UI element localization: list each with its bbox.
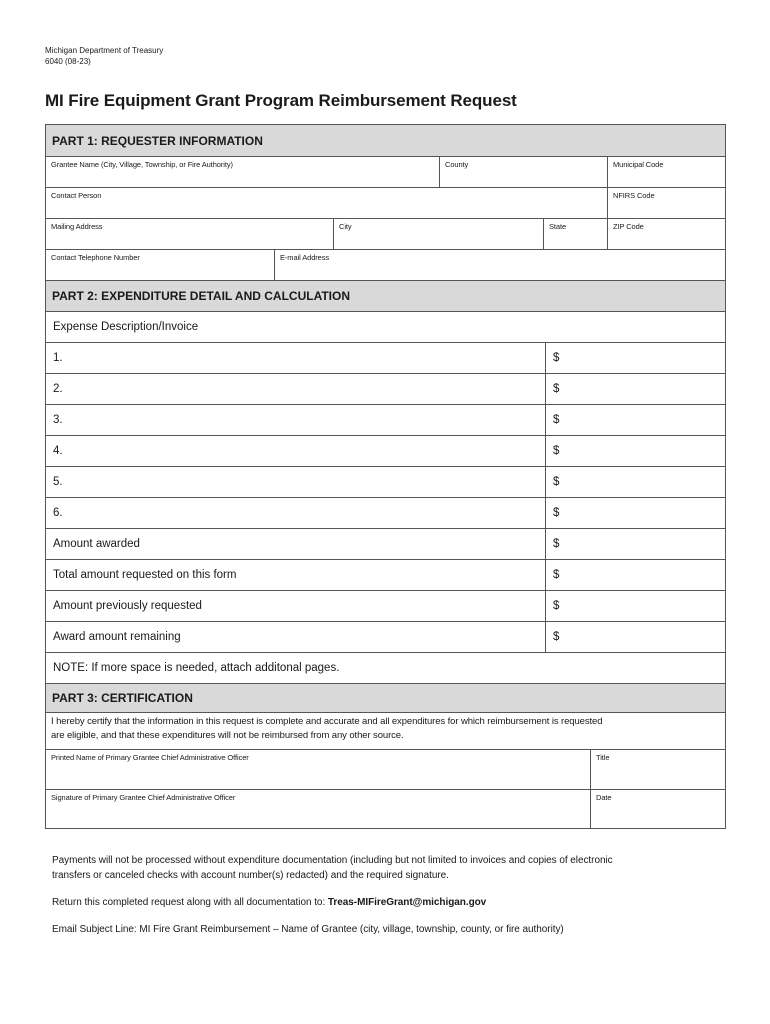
amount-awarded-field[interactable] (545, 529, 725, 559)
return-email-link[interactable]: Treas-MIFireGrant@michigan.gov (327, 897, 487, 908)
grantee-name-label: Grantee Name (City, Village, Township, or Fire Authority) (51, 160, 233, 169)
certification-statement (46, 713, 725, 749)
previously-requested-field[interactable] (545, 591, 725, 621)
description-header: Expense Description/Invoice (53, 321, 199, 333)
contact-person-field[interactable] (46, 188, 607, 218)
description-header-row (46, 311, 725, 342)
total-requested-label: Total amount requested on this form (53, 569, 237, 581)
expense-description-field[interactable] (46, 467, 545, 497)
certification-statement-row (46, 712, 725, 749)
expense-amount-field[interactable] (545, 498, 725, 528)
expense-description-field[interactable] (46, 343, 545, 373)
line-number: 5. (53, 476, 63, 488)
email-field[interactable] (274, 250, 725, 280)
previously-requested-label: Amount previously requested (53, 600, 202, 612)
amount-awarded-row (46, 528, 725, 559)
title-field[interactable] (590, 750, 725, 789)
expense-amount-field[interactable] (545, 343, 725, 373)
expense-amount-field[interactable] (545, 467, 725, 497)
form-header (45, 45, 163, 67)
return-instructions (52, 895, 486, 910)
expense-line-row (46, 404, 725, 435)
date-label: Date (596, 793, 612, 802)
amount-awarded-label: Amount awarded (53, 538, 140, 550)
state-field[interactable] (543, 219, 607, 249)
note-row (46, 652, 725, 683)
line-number: 3. (53, 414, 63, 426)
printed-name-label: Printed Name of Primary Grantee Chief Administrative Officer (51, 753, 249, 762)
county-field[interactable] (439, 157, 607, 187)
expense-line-row (46, 373, 725, 404)
part3-heading: PART 3: CERTIFICATION (46, 683, 725, 712)
dollar-sign: $ (553, 631, 560, 643)
dollar-sign: $ (553, 383, 560, 395)
dollar-sign: $ (553, 476, 560, 488)
nfirs-code-field[interactable] (607, 188, 725, 218)
award-remaining-label: Award amount remaining (53, 631, 181, 643)
contact-row (46, 187, 725, 218)
total-requested-row (46, 559, 725, 590)
grantee-name-field[interactable] (46, 157, 439, 187)
city-label: City (339, 222, 352, 231)
nfirs-code-label: NFIRS Code (613, 191, 655, 200)
zip-code-label: ZIP Code (613, 222, 644, 231)
telephone-label: Contact Telephone Number (51, 253, 140, 262)
award-remaining-field[interactable] (545, 622, 725, 652)
total-requested-field[interactable] (545, 560, 725, 590)
form-number: 6040 (08-23) (45, 57, 91, 66)
agency-name: Michigan Department of Treasury (45, 46, 164, 55)
expense-line-row (46, 466, 725, 497)
dollar-sign: $ (553, 352, 560, 364)
expense-amount-field[interactable] (545, 436, 725, 466)
return-text: Return this completed request along with all documentation to: (52, 897, 328, 908)
part1-heading: PART 1: REQUESTER INFORMATION (46, 125, 725, 156)
dollar-sign: $ (553, 507, 560, 519)
part2-heading: PART 2: EXPENDITURE DETAIL AND CALCULATION (46, 280, 725, 311)
municipal-code-field[interactable] (607, 157, 725, 187)
expense-description-field[interactable] (46, 498, 545, 528)
expense-description-field[interactable] (46, 405, 545, 435)
date-field[interactable] (590, 790, 725, 828)
reimbursement-form (45, 124, 726, 829)
dollar-sign: $ (553, 414, 560, 426)
county-label: County (445, 160, 469, 169)
state-label: State (549, 222, 567, 231)
line-number: 1. (53, 352, 63, 364)
zip-code-field[interactable] (607, 219, 725, 249)
mailing-address-field[interactable] (46, 219, 333, 249)
line-number: 2. (53, 383, 63, 395)
phone-email-row (46, 249, 725, 280)
dollar-sign: $ (553, 600, 560, 612)
expense-line-row (46, 497, 725, 528)
city-field[interactable] (333, 219, 543, 249)
expense-description-field[interactable] (46, 374, 545, 404)
certification-line-1: I hereby certify that the information in this request is complete and accurate and all expenditures for which reimbursement is requested (51, 716, 603, 727)
payments-line-2: transfers or canceled checks with account number(s) redacted) and the required signature. (52, 870, 449, 881)
expense-amount-field[interactable] (545, 405, 725, 435)
email-subject-line: Email Subject Line: MI Fire Grant Reimbursement – Name of Grantee (city, village, township, county, or fire authority) (52, 924, 564, 935)
expense-line-row (46, 435, 725, 466)
grantee-row (46, 156, 725, 187)
email-label: E-mail Address (280, 253, 330, 262)
line-number: 4. (53, 445, 63, 457)
printed-name-field[interactable] (46, 750, 590, 789)
municipal-code-label: Municipal Code (613, 160, 664, 169)
printed-name-row (46, 749, 725, 789)
payments-notice (52, 853, 613, 883)
signature-label: Signature of Primary Grantee Chief Administrative Officer (51, 793, 236, 802)
dollar-sign: $ (553, 445, 560, 457)
expense-description-field[interactable] (46, 436, 545, 466)
dollar-sign: $ (553, 538, 560, 550)
signature-field[interactable] (46, 790, 590, 828)
signature-row (46, 789, 725, 828)
award-remaining-row (46, 621, 725, 652)
certification-line-2: are eligible, and that these expenditures will not be reimbursed from any other source. (51, 730, 404, 741)
dollar-sign: $ (553, 569, 560, 581)
telephone-field[interactable] (46, 250, 274, 280)
previously-requested-row (46, 590, 725, 621)
title-label: Title (596, 753, 610, 762)
payments-line-1: Payments will not be processed without expenditure documentation (including but not limited to invoices and copies of electronic (52, 855, 613, 866)
mailing-address-label: Mailing Address (51, 222, 103, 231)
expense-line-row (46, 342, 725, 373)
contact-person-label: Contact Person (51, 191, 102, 200)
line-number: 6. (53, 507, 63, 519)
expense-amount-field[interactable] (545, 374, 725, 404)
space-note: NOTE: If more space is needed, attach additonal pages. (53, 662, 340, 674)
address-row (46, 218, 725, 249)
page-title: MI Fire Equipment Grant Program Reimbursement Request (45, 91, 517, 110)
